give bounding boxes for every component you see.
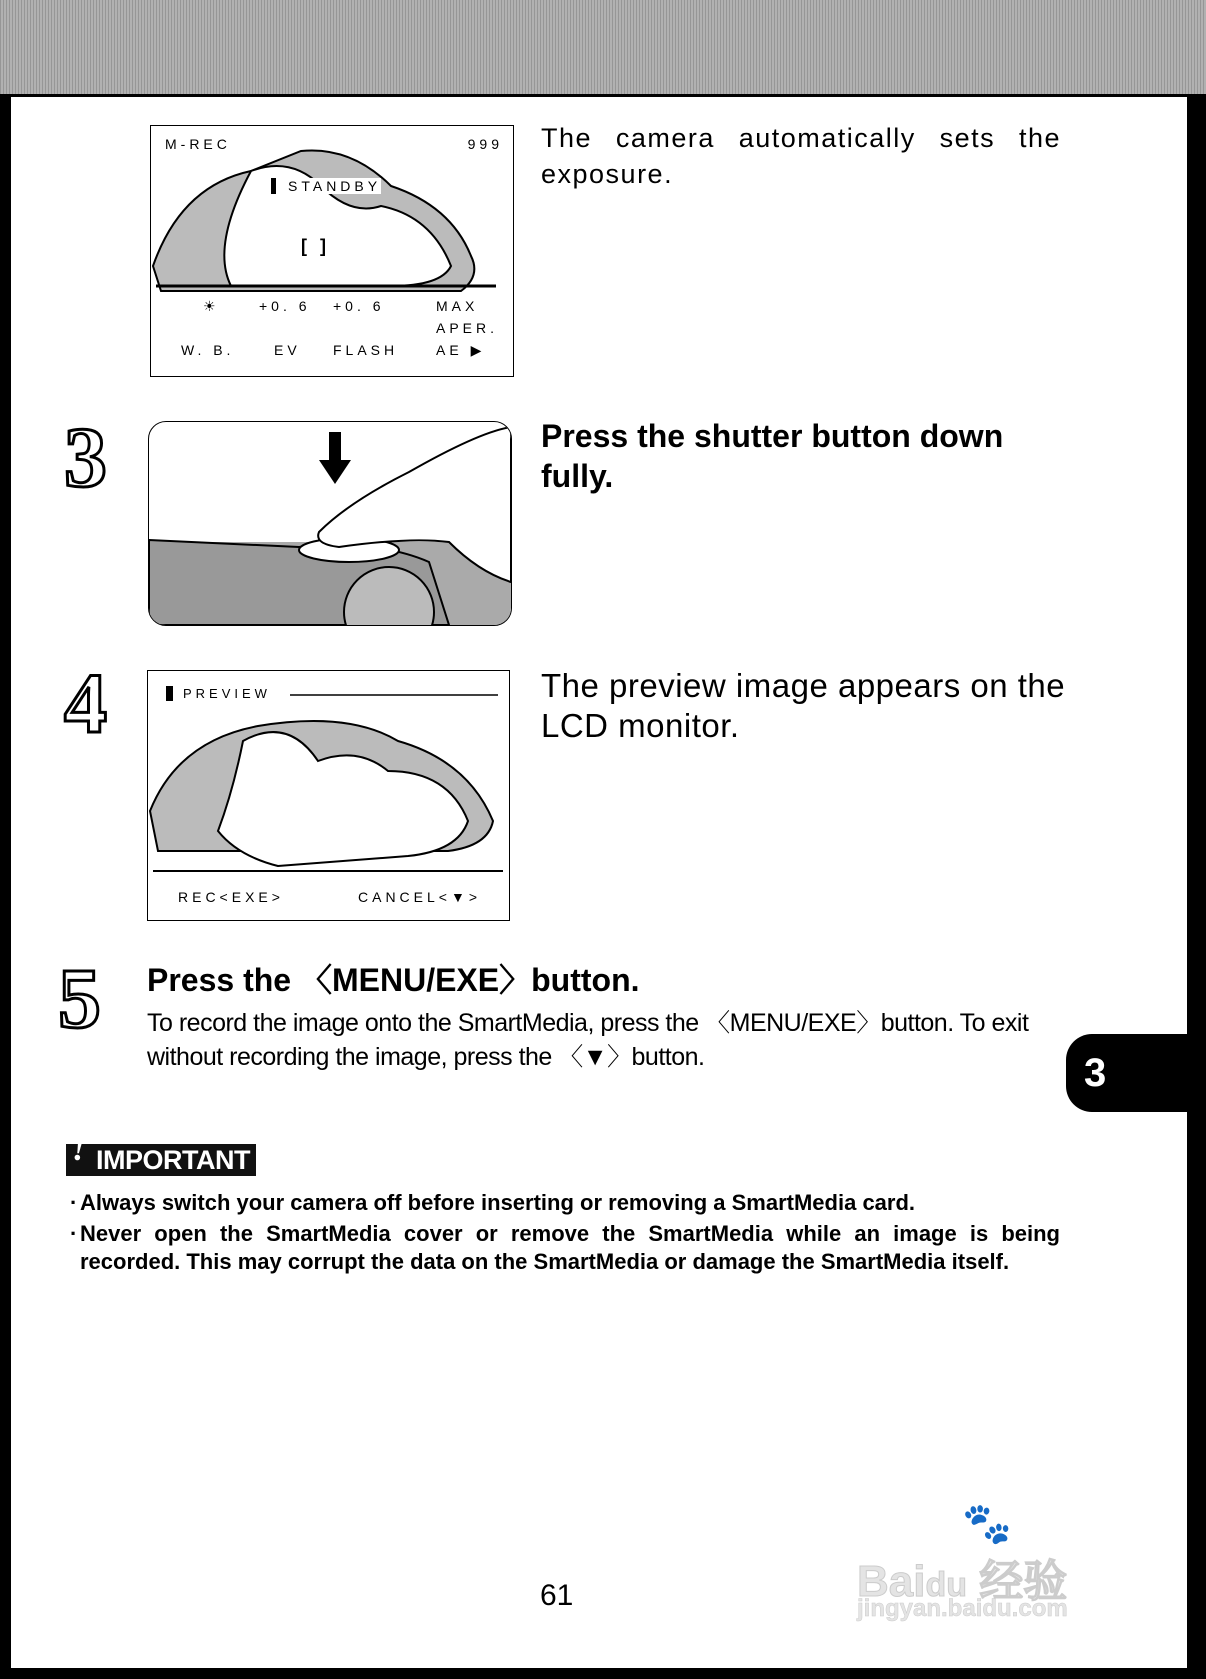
bullet-text: Never open the SmartMedia cover or remove the SmartMedia while an image is being recorded. This may corrupt the data on the SmartMedia or damage the SmartMedia itself. xyxy=(80,1221,1060,1274)
header-band xyxy=(0,0,1206,97)
ev-value: +0. 6 xyxy=(259,298,311,314)
finger-pressing-shutter-icon xyxy=(149,422,511,625)
baidu-watermark: 🐾 Baidu 经验 jingyan.baidu.com xyxy=(857,1502,1068,1622)
important-text: IMPORTANT xyxy=(96,1145,250,1175)
step-5-title: Press the 〈MENU/EXE〉button. xyxy=(147,962,640,998)
focus-frame: [ ] xyxy=(301,236,330,256)
cancel-label: CANCEL<▼> xyxy=(358,889,482,905)
chapter-tab: 3 xyxy=(1066,1034,1206,1112)
ev-label: EV xyxy=(274,342,301,358)
page-number: 61 xyxy=(540,1579,574,1612)
shot-count: 999 xyxy=(467,136,503,152)
important-bullet-2: · Never open the SmartMedia cover or remove the SmartMedia while an image is being recorded. This may corrupt the data on the SmartMedia or damage the SmartMedia itself. xyxy=(70,1221,1060,1274)
exposure-text: The camera automatically sets the exposure. xyxy=(541,123,1061,189)
preview-title: PREVIEW xyxy=(166,686,271,701)
preview-text: The preview image appears on the LCD monitor. xyxy=(541,667,1066,744)
rec-exe-label: REC<EXE> xyxy=(178,889,284,905)
exclamation-icon: ! xyxy=(72,1131,85,1168)
dogs-preview-illustration xyxy=(148,671,509,920)
left-border xyxy=(0,94,11,1679)
dogs-illustration xyxy=(151,126,513,376)
ae-label: AE ▶ xyxy=(436,342,486,358)
step-number-4: 4 xyxy=(64,655,107,751)
standby-status: STANDBY xyxy=(271,178,381,194)
important-bullet-1: · Always switch your camera off before inserting or removing a SmartMedia card. xyxy=(70,1190,916,1215)
step-number-5: 5 xyxy=(58,950,101,1046)
step-number-3: 3 xyxy=(64,409,107,505)
lcd-preview-illustration xyxy=(147,670,510,921)
bottom-border xyxy=(0,1668,1206,1679)
lcd-standby-illustration xyxy=(150,125,514,377)
flash-value: +0. 6 xyxy=(333,298,385,314)
step-5-body: To record the image onto the SmartMedia, press the 〈MENU/EXE〉button. To exit without recording the image, press the 〈▼〉button. xyxy=(147,1009,1029,1071)
wb-label: W. B. xyxy=(181,342,235,358)
shutter-illustration xyxy=(148,421,512,626)
ae-value: MAX xyxy=(436,298,479,314)
ae-value-2: APER. xyxy=(436,320,499,336)
bullet-text: Always switch your camera off before inserting or removing a SmartMedia card. xyxy=(80,1190,916,1215)
wb-value: ☀ xyxy=(203,298,220,314)
important-label xyxy=(66,1131,256,1176)
mode-label: M-REC xyxy=(165,136,231,152)
right-border xyxy=(1187,94,1206,1679)
flash-label: FLASH xyxy=(333,342,399,358)
step-3-title: Press the shutter button down fully. xyxy=(541,418,1004,494)
